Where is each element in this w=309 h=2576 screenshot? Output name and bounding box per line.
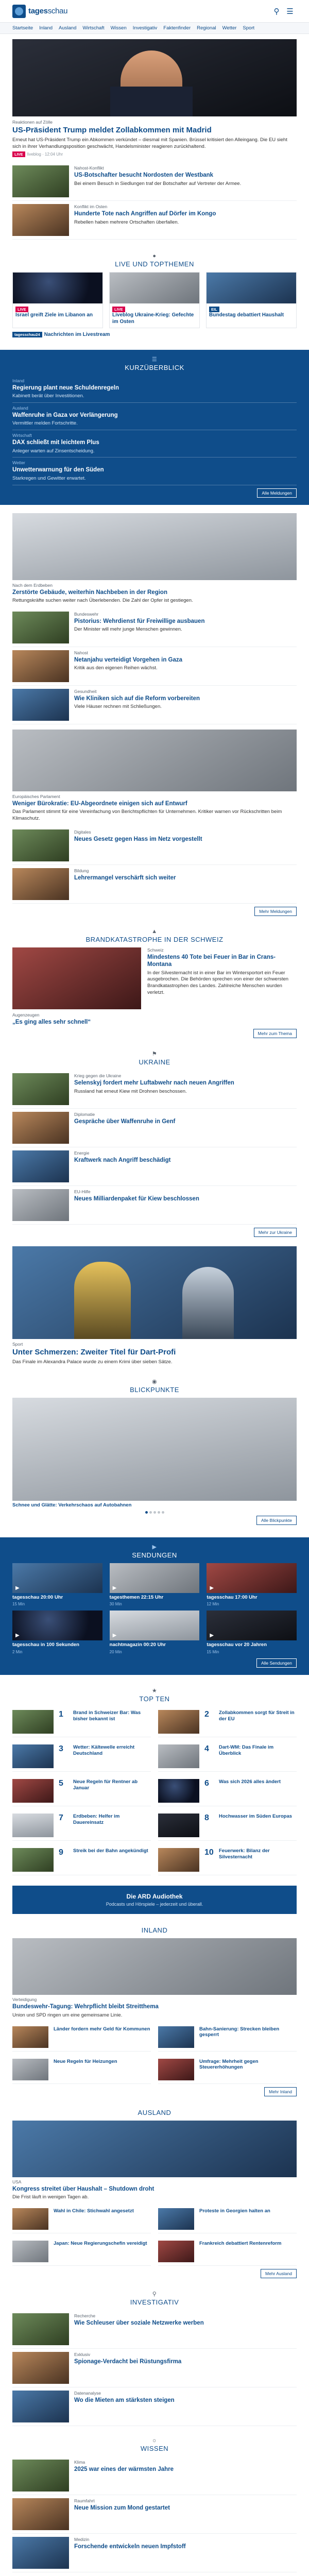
lead-kicker: Reaktionen auf Zölle (12, 120, 53, 125)
headline: Hochwasser im Süden Europas (219, 1814, 293, 1820)
teaser-image (158, 2241, 194, 2262)
topten-item[interactable] (12, 1741, 151, 1772)
video-thumbnail (110, 1563, 200, 1593)
kicker: Raumfahrt (74, 2498, 95, 2503)
headline: Lehrermangel verschärft sich weiter (74, 874, 176, 881)
teaser-image (158, 2059, 194, 2080)
lead-image[interactable] (12, 39, 297, 116)
headline: DAX schließt mit leichtem Plus (12, 439, 99, 446)
headline: Waffenruhe in Gaza vor Verlängerung (12, 412, 118, 419)
list-item[interactable] (12, 430, 297, 457)
headline: Neues Milliardenpaket für Kiew beschlossen (74, 1196, 199, 1202)
search-icon[interactable]: ⚲ (273, 7, 280, 16)
play-icon: ▶ (152, 1544, 157, 1550)
kicker: Gesundheit (74, 688, 97, 694)
inland-image[interactable] (12, 1938, 297, 1995)
headline: Dart-WM: Das Finale im Überblick (219, 1744, 274, 1757)
list-item-text (74, 1112, 175, 1144)
play-icon: ▶ (15, 1633, 20, 1639)
list-item[interactable] (12, 2238, 151, 2266)
video-thumbnail (110, 1611, 200, 1640)
sendung-title: tagesthemen 22:15 Uhr (109, 1594, 164, 1600)
teaser-image (158, 1814, 199, 1837)
live-icon: ● (152, 253, 157, 260)
rank-number: 8 (204, 1814, 209, 1823)
live-card[interactable]: LIVE Israel greift Ziele im Libanon an (12, 272, 103, 328)
list-item-text (74, 1073, 234, 1105)
kicker: Wirtschaft (12, 433, 32, 438)
sendung-title: tagesschau 20:00 Uhr (12, 1594, 63, 1600)
list-item[interactable] (12, 376, 297, 403)
list-item[interactable] (158, 2023, 297, 2052)
lead-section (0, 34, 309, 157)
play-icon: ▶ (112, 1633, 117, 1639)
topten-item[interactable] (12, 1810, 151, 1841)
kicker: Digitales (74, 829, 91, 835)
list-item-text (74, 868, 176, 900)
teaser-image (12, 650, 69, 682)
live-section (0, 253, 309, 338)
list-item[interactable] (12, 2023, 151, 2052)
feature-image[interactable] (12, 1246, 297, 1339)
more-ausland-button[interactable]: Mehr Ausland (261, 2269, 297, 2278)
live-badge: LIVE (12, 151, 25, 157)
kicker: Bildung (74, 868, 89, 873)
teaser-image (12, 868, 69, 900)
sendung-tile[interactable] (12, 1611, 102, 1654)
kicker: Bundeswehr (74, 611, 99, 617)
sendung-tile[interactable] (12, 1563, 102, 1607)
news-list-2 (0, 826, 309, 904)
headline: Wie Kliniken sich auf die Reform vorbereiten (74, 695, 200, 702)
teaser-image (12, 2026, 48, 2048)
menu-icon[interactable]: ☰ (286, 7, 294, 16)
audiothek-promo[interactable]: Die ARD Audiothek Podcasts und Hörspiele – jederzeit und überall. (12, 1886, 297, 1914)
teaser-image (12, 612, 69, 643)
rank-number: 10 (204, 1848, 214, 1857)
headline: Kraftwerk nach Angriff beschädigt (74, 1157, 171, 1164)
all-news-button[interactable]: Alle Meldungen (257, 488, 297, 498)
list-item[interactable] (158, 2238, 297, 2266)
list-item[interactable] (158, 2056, 297, 2084)
lead-meta: liveblog · 12:04 Uhr (27, 152, 63, 157)
teaser: Viele Häuser rechnen mit Schließungen. (74, 704, 162, 710)
all-sendungen-button[interactable]: Alle Sendungen (256, 1658, 297, 1668)
sendung-tile[interactable] (110, 1563, 200, 1607)
video-thumbnail (207, 1563, 297, 1593)
rank-number: 5 (59, 1779, 63, 1788)
livestream-teaser[interactable]: tagesschau24 Nachrichten im Livestream (0, 331, 309, 338)
topten-item[interactable] (158, 1707, 297, 1737)
teaser-image (12, 2208, 48, 2230)
video-thumbnail (12, 1563, 102, 1593)
star-icon: ★ (151, 1688, 158, 1694)
list-item[interactable] (12, 608, 297, 647)
list-item[interactable] (158, 2205, 297, 2233)
headline: Streik bei der Bahn angekündigt (73, 1848, 148, 1854)
teaser-image (158, 2208, 194, 2230)
duration: 2 Min (12, 1650, 23, 1655)
headline: Länder fordern mehr Geld für Kommunen (54, 2026, 150, 2032)
blickpunkte-image[interactable] (12, 1398, 297, 1501)
play-icon: ▶ (15, 1585, 20, 1591)
bulb-icon: ☼ (151, 2437, 158, 2444)
feature-darts: Sport Unter Schmerzen: Zweiter Titel für Dart-Profi Das Finale im Alexandra Palace wurde zu einem Krimi über sieben Sätze. (0, 1246, 309, 1366)
all-blickpunkte-button[interactable]: Alle Blickpunkte (256, 1516, 297, 1525)
sendung-tile[interactable] (110, 1611, 200, 1654)
nav-item[interactable]: Wissen (110, 25, 127, 31)
headline: Bahn-Sanierung: Strecken bleiben gesperrt (199, 2026, 280, 2038)
teaser-image (12, 2313, 69, 2345)
kicker: Datenanalyse (74, 2390, 101, 2396)
kurzueberblick-title: ☰ KURZÜBERBLICK (0, 356, 309, 371)
live-card[interactable]: EIL Bundestag debattiert Haushalt (206, 272, 297, 328)
main-nav (0, 23, 309, 34)
list-item[interactable] (12, 2387, 297, 2426)
video-thumbnail (207, 1611, 297, 1640)
teaser-image (12, 2241, 48, 2262)
teaser-image (158, 1744, 199, 1768)
list-item[interactable]: Nahost-Konflikt US-Botschafter besucht Nordosten der Westbank Bei einem Besuch in Siedlungen traf der Botschafter auf Vertreter der Armee. (12, 162, 297, 201)
magnifier-icon: ⚲ (152, 2291, 157, 2297)
headline: Neue Mission zum Mond gestartet (74, 2504, 170, 2511)
teaser-image (12, 2352, 69, 2384)
rank-number: 9 (59, 1848, 63, 1857)
headline: Brand in Schweizer Bar: Was bisher bekannt ist (73, 1710, 141, 1722)
sendung-title: tagesschau vor 20 Jahren (207, 1642, 267, 1648)
list-item-text (74, 1189, 199, 1221)
nav-item[interactable]: Wirtschaft (82, 25, 105, 31)
list-item[interactable] (12, 2495, 297, 2534)
list-item-text (74, 1150, 170, 1182)
play-icon: ▶ (210, 1633, 214, 1639)
headline: Forschende entwickeln neuen Impfstoff (74, 2543, 186, 2550)
kicker: Wetter (12, 460, 25, 466)
teaser-image (12, 2059, 48, 2080)
headline: Neue Regeln für Heizungen (54, 2058, 117, 2064)
nav-item[interactable]: Inland (39, 25, 53, 31)
ukraine-section: ⚑ UKRAINE Krieg gegen die Ukraine Selenskyj fordert mehr Luftabwehr nach neuen Angriffen Russland hat erneut Kiew mit Drohnen beschossen. Diplomatie Gespräche über Waffenruhe in Genf Energie Kraftwerk nach Angriff beschädigt EU-Hilfe Neues Milliardenpaket für Kiew beschlossen Mehr zur Ukraine (0, 1050, 309, 1237)
list-item-text (74, 2391, 175, 2422)
list-item[interactable] (12, 2534, 297, 2572)
headline: Unwetterwarnung für den Süden (12, 467, 104, 473)
list-item[interactable] (12, 2349, 297, 2387)
headline: 2025 war eines der wärmsten Jahre (74, 2466, 174, 2472)
teaser-image (12, 689, 69, 721)
teaser-image (158, 1848, 199, 1872)
headline: Was sich 2026 alles ändert (219, 1779, 281, 1785)
kicker: Recherche (74, 2313, 96, 2318)
headline: Wo die Mieten am stärksten steigen (74, 2397, 175, 2403)
rank-number: 7 (59, 1814, 63, 1823)
more-news-button[interactable]: Mehr Meldungen (254, 907, 297, 916)
duration: 12 Min (207, 1602, 219, 1607)
carousel-dots[interactable] (12, 1511, 297, 1514)
sendung-tile[interactable] (207, 1611, 297, 1654)
list-item[interactable] (12, 2056, 151, 2084)
list-item[interactable]: Augenzeugen „Es ging alles sehr schnell“ (12, 1012, 91, 1025)
list-item[interactable] (12, 1147, 297, 1186)
sendung-title: tagesschau in 100 Sekunden (12, 1642, 79, 1648)
teaser-image (12, 1112, 69, 1144)
teaser: Kabinett berät über Investitionen. (12, 393, 84, 399)
kicker: Diplomatie (74, 1112, 95, 1117)
headline: Netanjahu verteidigt Vorgehen in Gaza (74, 656, 183, 663)
sendung-title: tagesschau 17:00 Uhr (207, 1594, 258, 1600)
kicker: EU-Hilfe (74, 1189, 91, 1195)
kicker: Exklusiv (74, 2351, 91, 2357)
list-item[interactable] (12, 1070, 297, 1109)
topten-item[interactable] (158, 1741, 297, 1772)
nav-item[interactable]: Ausland (59, 25, 77, 31)
investigativ-section: ⚲ INVESTIGATIV Recherche Wie Schleuser über soziale Netzwerke werben Exklusiv Spionage-Verdacht bei Rüstungsfirma Datenanalyse Wo die Mieten am stärksten steigen (0, 2291, 309, 2426)
list-item[interactable] (12, 2205, 151, 2233)
duration: 15 Min (207, 1650, 219, 1655)
kicker: Inland (12, 378, 25, 383)
rank-number: 6 (204, 1779, 209, 1788)
headline: Regierung plant neue Schuldenregeln (12, 384, 119, 391)
list-item[interactable] (12, 826, 297, 865)
list-item-text (74, 2313, 204, 2345)
teaser-image (12, 165, 69, 197)
list-icon: ☰ (151, 356, 158, 363)
video-thumbnail (12, 1611, 102, 1640)
kicker: Nahost (74, 650, 88, 655)
teaser-image (12, 1779, 54, 1803)
kicker: Energie (74, 1150, 90, 1156)
rank-number: 3 (59, 1744, 63, 1754)
list-item[interactable] (12, 457, 297, 485)
teaser: Vermittler melden Fortschritte. (12, 420, 78, 427)
teaser-image (158, 2026, 194, 2048)
lead-teaser: Erneut hat US-Präsident Trump ein Abkommen verkündet – diesmal mit Spanien. Brüssel kritisiert den Alleingang. Die EU sieht sich in ihrer Verhandlungsposition geschwächt, Handelsminister reagieren zurückhaltend. (12, 137, 287, 149)
sendung-title: nachtmagazin 00:20 Uhr (109, 1642, 166, 1648)
teaser: Starkregen und Gewitter erwartet. (12, 475, 86, 481)
nav-item[interactable]: Regional (197, 25, 216, 31)
list-item[interactable] (12, 865, 297, 904)
feature-earthquake: Nach dem Erdbeben Zerstörte Gebäude, weiterhin Nachbeben in der Region Rettungskräfte suchen weiter nach Überlebenden. Die Zahl der Opfer ist gestiegen. (0, 513, 309, 604)
more-topic-button[interactable]: Mehr zum Thema (253, 1029, 297, 1038)
headline: Erdbeben: Helfer im Dauereinsatz (73, 1814, 120, 1826)
list-item[interactable]: Konflikt im Osten Hunderte Tote nach Angriffen auf Dörfer im Kongo Rebellen haben mehrere Ortschaften überfallen. (12, 201, 297, 240)
kicker: Krieg gegen die Ukraine (74, 1073, 122, 1079)
more-inland-button[interactable]: Mehr Inland (264, 2087, 297, 2096)
teaser-image (12, 1744, 54, 1768)
ausland-image[interactable] (12, 2121, 297, 2177)
headline: Wie Schleuser über soziale Netzwerke werben (74, 2319, 204, 2326)
feature-image[interactable] (12, 513, 297, 580)
headline: Spionage-Verdacht bei Rüstungsfirma (74, 2358, 182, 2365)
teaser: Russland hat erneut Kiew mit Drohnen beschossen. (74, 1088, 187, 1094)
more-ukraine-button[interactable]: Mehr zur Ukraine (254, 1228, 297, 1237)
teaser: Kritik aus den eigenen Reihen wächst. (74, 665, 158, 671)
play-icon: ▶ (112, 1585, 117, 1591)
teaser: Der Minister will mehr junge Menschen gewinnen. (74, 626, 182, 633)
feature-image[interactable] (12, 730, 297, 791)
teaser: Anleger warten auf Zinsentscheidung. (12, 448, 95, 454)
list-item-text (74, 2537, 186, 2569)
list-item-text (74, 650, 182, 682)
duration: 15 Min (12, 1602, 25, 1607)
teaser-image (12, 204, 69, 236)
teaser-image (12, 1189, 69, 1221)
teaser-image (12, 1848, 54, 1872)
headline: Umfrage: Mehrheit gegen Steuererhöhungen (199, 2058, 259, 2071)
topten-item[interactable] (158, 1776, 297, 1806)
topten-item[interactable] (12, 1776, 151, 1806)
headline: Wahl in Chile: Stichwahl angesetzt (54, 2208, 134, 2214)
site-header (0, 0, 309, 23)
duration: 30 Min (109, 1602, 122, 1607)
topten-item[interactable] (158, 1810, 297, 1841)
topten-item[interactable] (158, 1845, 297, 1875)
teaser-image (12, 829, 69, 861)
list-item-text (74, 2352, 181, 2384)
teaser-image (158, 1710, 199, 1734)
top-items (0, 162, 309, 240)
kicker: Ausland (12, 405, 28, 411)
blickpunkte-section: ◉ BLICKPUNKTE Schnee und Glätte: Verkehrschaos auf Autobahnen Alle Blickpunkte (0, 1378, 309, 1525)
list-item-text (74, 612, 204, 643)
rank-number: 1 (59, 1710, 63, 1719)
live-card[interactable]: LIVE Liveblog Ukraine-Krieg: Gefechte im Osten (109, 272, 200, 328)
brand-image[interactable] (12, 947, 141, 1009)
ausland-section: AUSLAND USA Kongress streitet über Haushalt – Shutdown droht Die Frist läuft in wenigen Tagen ab. Wahl in Chile: Stichwahl angesetzt Proteste in Georgien halten an Japan: Neue Regierungschefin vereidigt Frankreich debattiert Rentenreform Mehr Ausland (0, 2109, 309, 2278)
teaser-image (12, 1710, 54, 1734)
teaser-image (158, 1779, 199, 1803)
teaser-image (12, 1814, 54, 1837)
feature-eu: Europäisches Parlament Weniger Bürokratie: EU-Abgeordnete einigen sich auf Entwurf Das Parlament stimmt für eine Vereinfachung von Berichtspflichten für Unternehmen. Kritiker warnen vor Rückschritten beim Klimaschutz. (0, 730, 309, 822)
nav-item[interactable]: Investigativ (132, 25, 158, 31)
list-item[interactable] (12, 647, 297, 686)
nav-item[interactable]: Startseite (12, 25, 33, 31)
topten-section: ★ TOP TEN 1 Brand in Schweizer Bar: Was bisher bekannt ist 2 Zollabkommen sorgt für Streit in der EU 3 Wetter: Kältewelle erreicht Deutschland 4 Dart-WM: Das Finale im Überblick 5 Neue Regeln für Rentner ab Januar 6 Was sich 2026 alles ändert 7 Erdbeben: Helfer im Dauereinsatz 8 Hochwasser im Süden Europas 9 Streik bei der Bahn angekündigt 10 Feuerwerk: Bilanz der Silvesternacht (0, 1687, 309, 1875)
headline: Feuerwerk: Bilanz der Silvesternacht (219, 1848, 270, 1860)
news-list-1 (0, 608, 309, 724)
fire-icon: ▲ (151, 928, 158, 935)
logo-mark-icon (12, 5, 26, 18)
rank-number: 4 (204, 1744, 209, 1754)
list-item-text (74, 2460, 174, 2492)
headline: Japan: Neue Regierungschefin vereidigt (54, 2240, 147, 2246)
headline: Neue Regeln für Rentner ab Januar (73, 1779, 138, 1791)
nav-item[interactable]: Sport (243, 25, 255, 31)
headline: Wetter: Kältewelle erreicht Deutschland (73, 1744, 135, 1757)
list-item-text (74, 689, 200, 721)
topten-item[interactable] (12, 1707, 151, 1737)
list-item-text (74, 2498, 170, 2530)
wissen-section: ☼ WISSEN Klima 2025 war eines der wärmsten Jahre Raumfahrt Neue Mission zum Mond gestartet Medizin Forschende entwickeln neuen Impfstoff (0, 2437, 309, 2572)
rank-number: 2 (204, 1710, 209, 1719)
kicker: Medizin (74, 2536, 90, 2542)
sendung-tile[interactable] (207, 1563, 297, 1607)
sendungen-section: ▶ SENDUNGEN ▶ tagesschau 20:00 Uhr 15 Min ▶ tagesthemen 22:15 Uhr 30 Min ▶ tagesschau 17:00 Uhr 12 Min ▶ tagesschau in 100 Sekunden 2 Min ▶ nachtmagazin 00:20 Uhr 20 Min ▶ tagesschau vor 20 Jahren 15 Min Alle Sendungen (0, 1537, 309, 1675)
list-item-text (74, 829, 202, 861)
headline: Proteste in Georgien halten an (199, 2208, 270, 2214)
list-item[interactable] (12, 2310, 297, 2349)
headline: Frankreich debattiert Rentenreform (199, 2240, 282, 2246)
eye-icon: ◉ (151, 1378, 158, 1385)
list-item[interactable] (12, 1186, 297, 1225)
topten-item[interactable] (12, 1845, 151, 1875)
teaser-image (12, 2391, 69, 2422)
nav-item[interactable]: Faktenfinder (163, 25, 191, 31)
kicker: Klima (74, 2459, 85, 2465)
lead-title[interactable]: US-Präsident Trump meldet Zollabkommen mit Madrid (12, 126, 212, 134)
list-item[interactable] (12, 2456, 297, 2495)
list-item[interactable] (12, 403, 297, 430)
headline: Zollabkommen sorgt für Streit in der EU (219, 1710, 295, 1722)
headline: Gespräche über Waffenruhe in Genf (74, 1118, 176, 1125)
headline: Selenskyj fordert mehr Luftabwehr nach neuen Angriffen (74, 1080, 234, 1087)
teaser-image (12, 2498, 69, 2530)
play-icon: ▶ (210, 1585, 214, 1591)
teaser-image (12, 2537, 69, 2569)
brand-section: ▲ BRANDKATASTROPHE IN DER SCHWEIZ Schweiz Mindestens 40 Tote bei Feuer in Bar in Crans-Montana In der Silvesternacht ist in einer Bar im Wintersportort ein Feuer ausgebrochen. Die Behörden sprechen von einer der schwersten Brandkatastrophen des Landes. Zahlreiche Menschen wurden verletzt. Augenzeugen „Es ging alles sehr schnell“ Mehr zum Thema (0, 928, 309, 1038)
teaser-image (12, 1073, 69, 1105)
list-item[interactable] (12, 1109, 297, 1147)
kurzueberblick-section (0, 350, 309, 505)
headline: Pistorius: Wehrdienst für Freiwillige ausbauen (74, 618, 205, 624)
teaser-image (12, 2460, 69, 2492)
nav-item[interactable]: Wetter (222, 25, 237, 31)
live-section-title: ● LIVE UND TOPTHEMEN (0, 253, 309, 268)
duration: 20 Min (109, 1650, 122, 1655)
tagesschau-logo[interactable]: tagesschau (12, 5, 67, 18)
list-item[interactable] (12, 686, 297, 724)
flag-icon: ⚑ (151, 1051, 158, 1058)
inland-section: INLAND Verteidigung Bundeswehr-Tagung: Wehrpflicht bleibt Streitthema Union und SPD ringen um eine gemeinsame Linie. Länder fordern mehr Geld für Kommunen Bahn-Sanierung: Strecken bleiben gesperrt Neue Regeln für Heizungen Umfrage: Mehrheit gegen Steuererhöhungen Mehr Inland (0, 1926, 309, 2096)
headline: Neues Gesetz gegen Hass im Netz vorgestellt (74, 836, 202, 842)
teaser-image (12, 1150, 69, 1182)
